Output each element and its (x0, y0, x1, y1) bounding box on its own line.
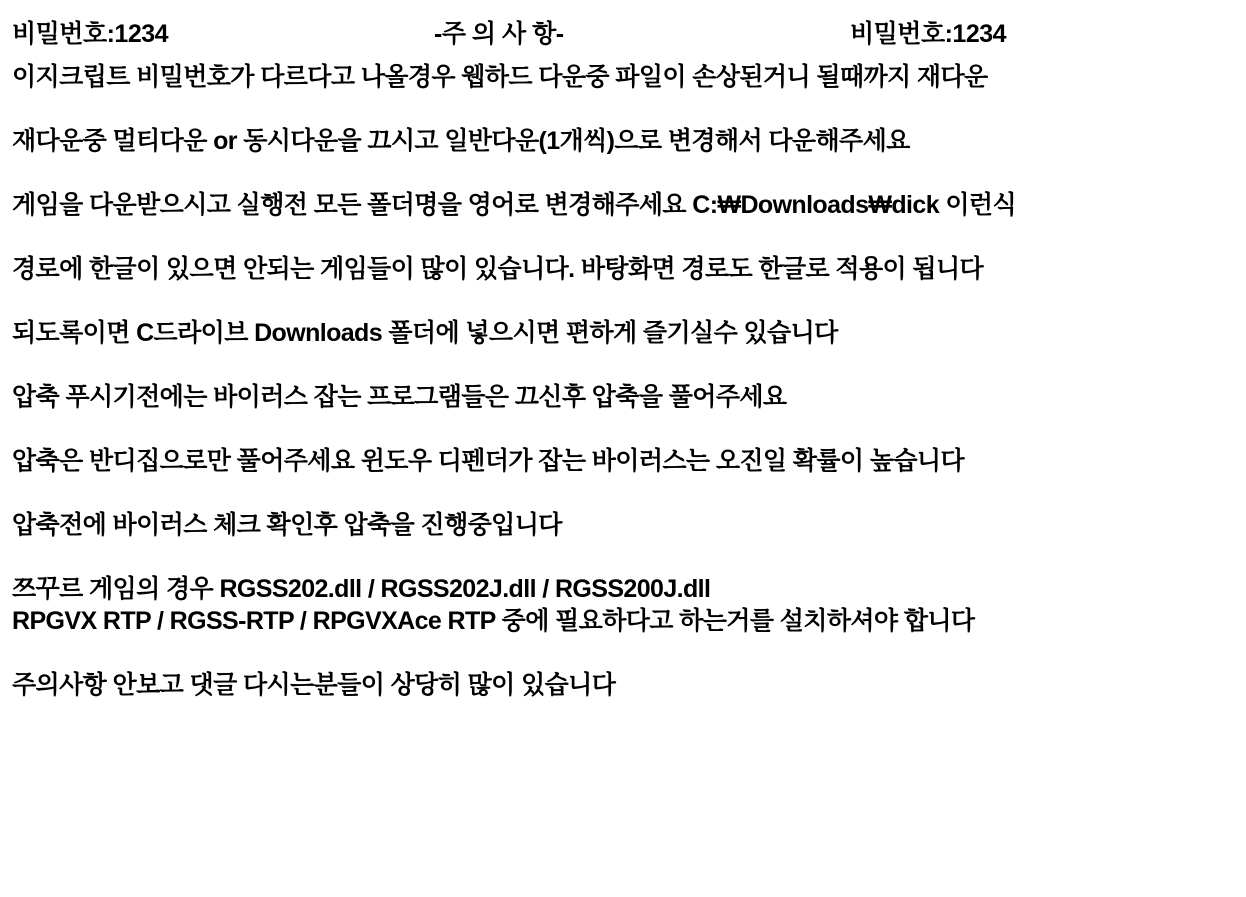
notice-line: 이지크립트 비밀번호가 다르다고 나올경우 웹하드 다운중 파일이 손상된거니 될때까지 재다운 (12, 63, 988, 91)
page-title: -주 의 사 항- (434, 20, 564, 48)
password-right: 비밀번호:1234 (850, 20, 1007, 48)
notice-line: 주의사항 안보고 댓글 다시는분들이 상당히 많이 있습니다 (12, 671, 616, 699)
notice-line: 재다운중 멀티다운 or 동시다운을 끄시고 일반다운(1개씩)으로 변경해서 다운해주세요 (12, 127, 910, 155)
notice-body (10, 64, 1236, 698)
notice-line: 경로에 한글이 있으면 안되는 게임들이 많이 있습니다. 바탕화면 경로도 한글로 적용이 됩니다 (12, 255, 984, 283)
notice-line: 압축전에 바이러스 체크 확인후 압축을 진행중입니다 (12, 511, 562, 539)
notice-line: 압축은 반디집으로만 풀어주세요 윈도우 디펜더가 잡는 바이러스는 오진일 확률이 높습니다 (12, 447, 965, 475)
notice-line: RPGVX RTP / RGSS-RTP / RPGVXAce RTP 중에 필요하다고 하는거를 설치하셔야 합니다 (12, 607, 975, 635)
notice-line: 쯔꾸르 게임의 경우 RGSS202.dll / RGSS202J.dll / RGSS200J.dll (12, 575, 711, 603)
notice-line: 압축 푸시기전에는 바이러스 잡는 프로그램들은 끄신후 압축을 풀어주세요 (12, 383, 787, 411)
notice-line: 게임을 다운받으시고 실행전 모든 폴더명을 영어로 변경해주세요 C:₩Downloads₩dick 이런식 (12, 191, 1017, 219)
document-header (10, 14, 1236, 58)
password-left: 비밀번호:1234 (12, 20, 169, 48)
notice-line: 되도록이면 C드라이브 Downloads 폴더에 넣으시면 편하게 즐기실수 있습니다 (12, 319, 838, 347)
